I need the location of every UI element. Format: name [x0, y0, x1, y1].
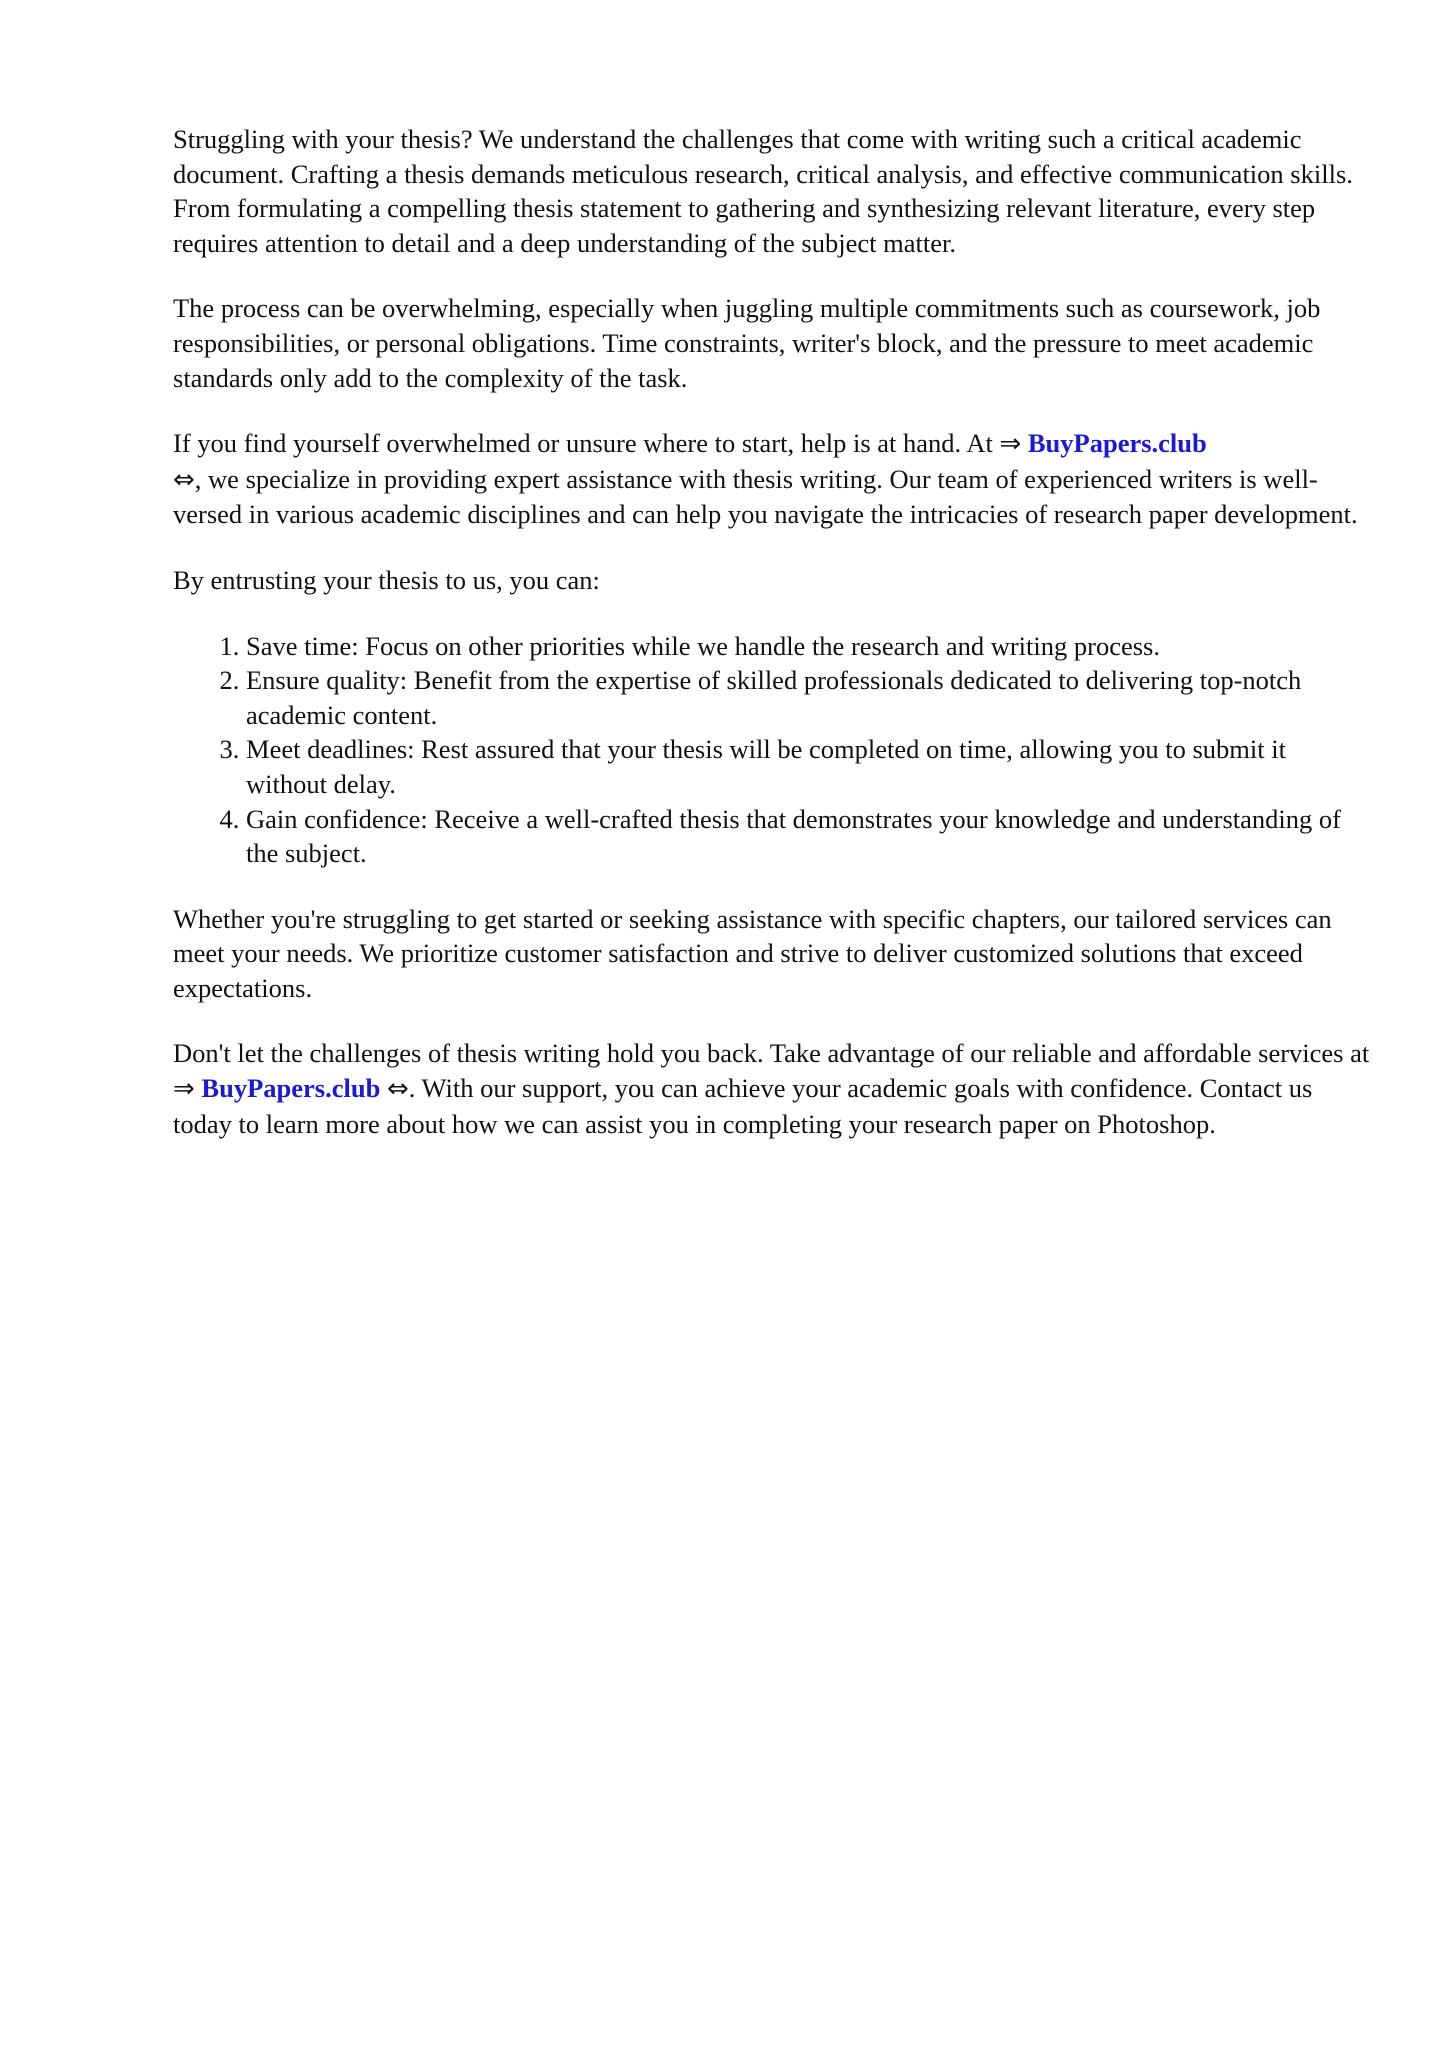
list-item: 4. Gain confidence: Receive a well-crafted thesis that demonstrates your knowledge and understanding of the subject. [246, 802, 1373, 871]
paragraph-closing-text-after: . With our support, you can achieve your academic goals with confidence. Contact us today to learn more about how we can assist you in completing your research paper on Photoshop. [173, 1073, 1313, 1139]
left-right-double-arrow-icon: ⇔ [173, 464, 195, 495]
left-right-double-arrow-icon: ⇔ [386, 1074, 409, 1105]
paragraph-tailored: Whether you're struggling to get started or seeking assistance with specific chapters, our tailored services can meet your needs. We prioritize customer satisfaction and strive to deliver customized solutions that exceed expectations. [173, 903, 1332, 1003]
list-item: 3. Meet deadlines: Rest assured that your thesis will be completed on time, allowing you to submit it without delay. [246, 732, 1373, 801]
list-item: 2. Ensure quality: Benefit from the expertise of skilled professionals dedicated to delivering top-notch academic content. [246, 663, 1373, 732]
right-double-arrow-icon: ⇒ [999, 429, 1022, 460]
benefits-list [173, 629, 1373, 871]
paragraph-closing [173, 1036, 1373, 1141]
paragraph-help [173, 426, 1373, 532]
buypapers-link[interactable]: BuyPapers.club [1027, 428, 1207, 459]
list-item: 1. Save time: Focus on other priorities while we handle the research and writing process. [246, 629, 1373, 664]
paragraph-help-text-after: , we specialize in providing expert assistance with thesis writing. Our team of experienced writers is well-versed in various academic disciplines and can help you navigate the intricacies of research paper development. [173, 463, 1358, 530]
document-body [173, 122, 1373, 1172]
buypapers-link[interactable]: BuyPapers.club [201, 1073, 381, 1104]
paragraph-closing-text-before: Don't let the challenges of thesis writing hold you back. Take advantage of our reliable and affordable services at [173, 1038, 1370, 1069]
paragraph-help-text-before: If you find yourself overwhelmed or unsure where to start, help is at hand. At [173, 428, 1000, 459]
paragraph-process: The process can be overwhelming, especially when juggling multiple commitments such as coursework, job responsibilities, or personal obligations. Time constraints, writer's block, and the pressure to meet academic standards only add to the complexity of the task. [173, 293, 1321, 393]
right-double-arrow-icon: ⇒ [173, 1074, 195, 1105]
paragraph-entrust: By entrusting your thesis to us, you can: [173, 564, 600, 595]
paragraph-intro: Struggling with your thesis? We understand the challenges that come with writing such a critical academic document. Crafting a thesis demands meticulous research, critical analysis, and effective communication skills. From formulating a compelling thesis statement to gathering and synthesizing relevant literature, every step requires attention to detail and a deep understanding of the subject matter. [173, 124, 1353, 258]
